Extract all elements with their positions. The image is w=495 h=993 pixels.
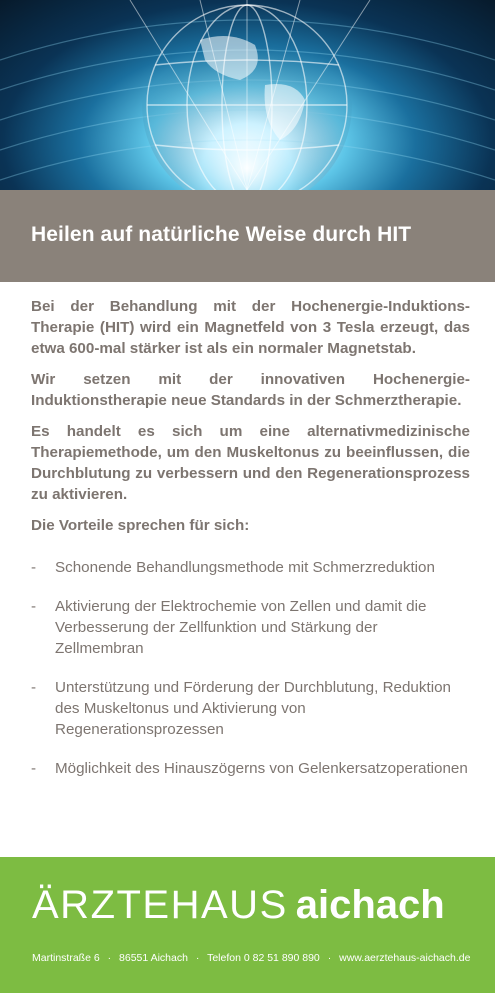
globe-illustration (0, 0, 495, 190)
list-item (31, 596, 470, 659)
title-band (0, 190, 495, 282)
benefits-list (31, 557, 470, 779)
benefit-text: Aktivierung der Elektrochemie von Zellen und damit die Verbesserung der Zellfunktion und Stärkung der Zellmembran (55, 598, 427, 657)
brand-location: aichach (295, 883, 445, 927)
main-content (31, 296, 470, 797)
footer (0, 857, 495, 993)
separator: · (107, 952, 112, 964)
header-globe-image (0, 0, 495, 190)
dash-bullet: - (31, 760, 37, 777)
separator: · (327, 952, 332, 964)
contact-line (32, 952, 470, 964)
list-item (31, 557, 470, 578)
page-title: Heilen auf natürliche Weise durch HIT (31, 223, 412, 246)
benefit-text: Unterstützung und Förderung der Durchblutung, Reduktion des Muskeltonus und Aktivierung von Regenerationsprozessen (55, 679, 451, 738)
standards-paragraph: Wir setzen mit der innovativen Hochenergie-Induktionstherapie neue Standards in der Schmerztherapie. (31, 371, 470, 409)
dash-bullet: - (31, 559, 37, 576)
dash-bullet: - (31, 598, 37, 615)
postal-city: 86551 Aichach (119, 952, 188, 964)
list-item (31, 677, 470, 740)
separator: · (195, 952, 200, 964)
benefit-text: Möglichkeit des Hinauszögerns von Gelenkersatzoperationen (55, 760, 468, 777)
list-item (31, 758, 470, 779)
benefit-text: Schonende Behandlungsmethode mit Schmerzreduktion (55, 559, 435, 576)
dash-bullet: - (31, 679, 37, 696)
brand-name: ÄRZTEHAUS (32, 883, 288, 927)
intro-paragraph: Bei der Behandlung mit der Hochenergie-Induktions-Therapie (HIT) wird ein Magnetfeld von 3 Tesla erzeugt, das etwa 600-mal stärker ist als ein normaler Magnetstab. (31, 298, 470, 357)
brand-logo (32, 883, 445, 928)
method-paragraph: Es handelt es sich um eine alternativmedizinische Therapiemethode, um den Muskeltonus zu beeinflussen, die Durchblutung zu verbessern und den Regenerationsprozess zu aktivieren. (31, 423, 470, 503)
website-link[interactable]: www.aerztehaus-aichach.de (339, 952, 471, 964)
benefits-heading: Die Vorteile sprechen für sich: (31, 517, 250, 534)
phone-number: Telefon 0 82 51 890 890 (207, 952, 320, 964)
street-address: Martinstraße 6 (32, 952, 100, 964)
